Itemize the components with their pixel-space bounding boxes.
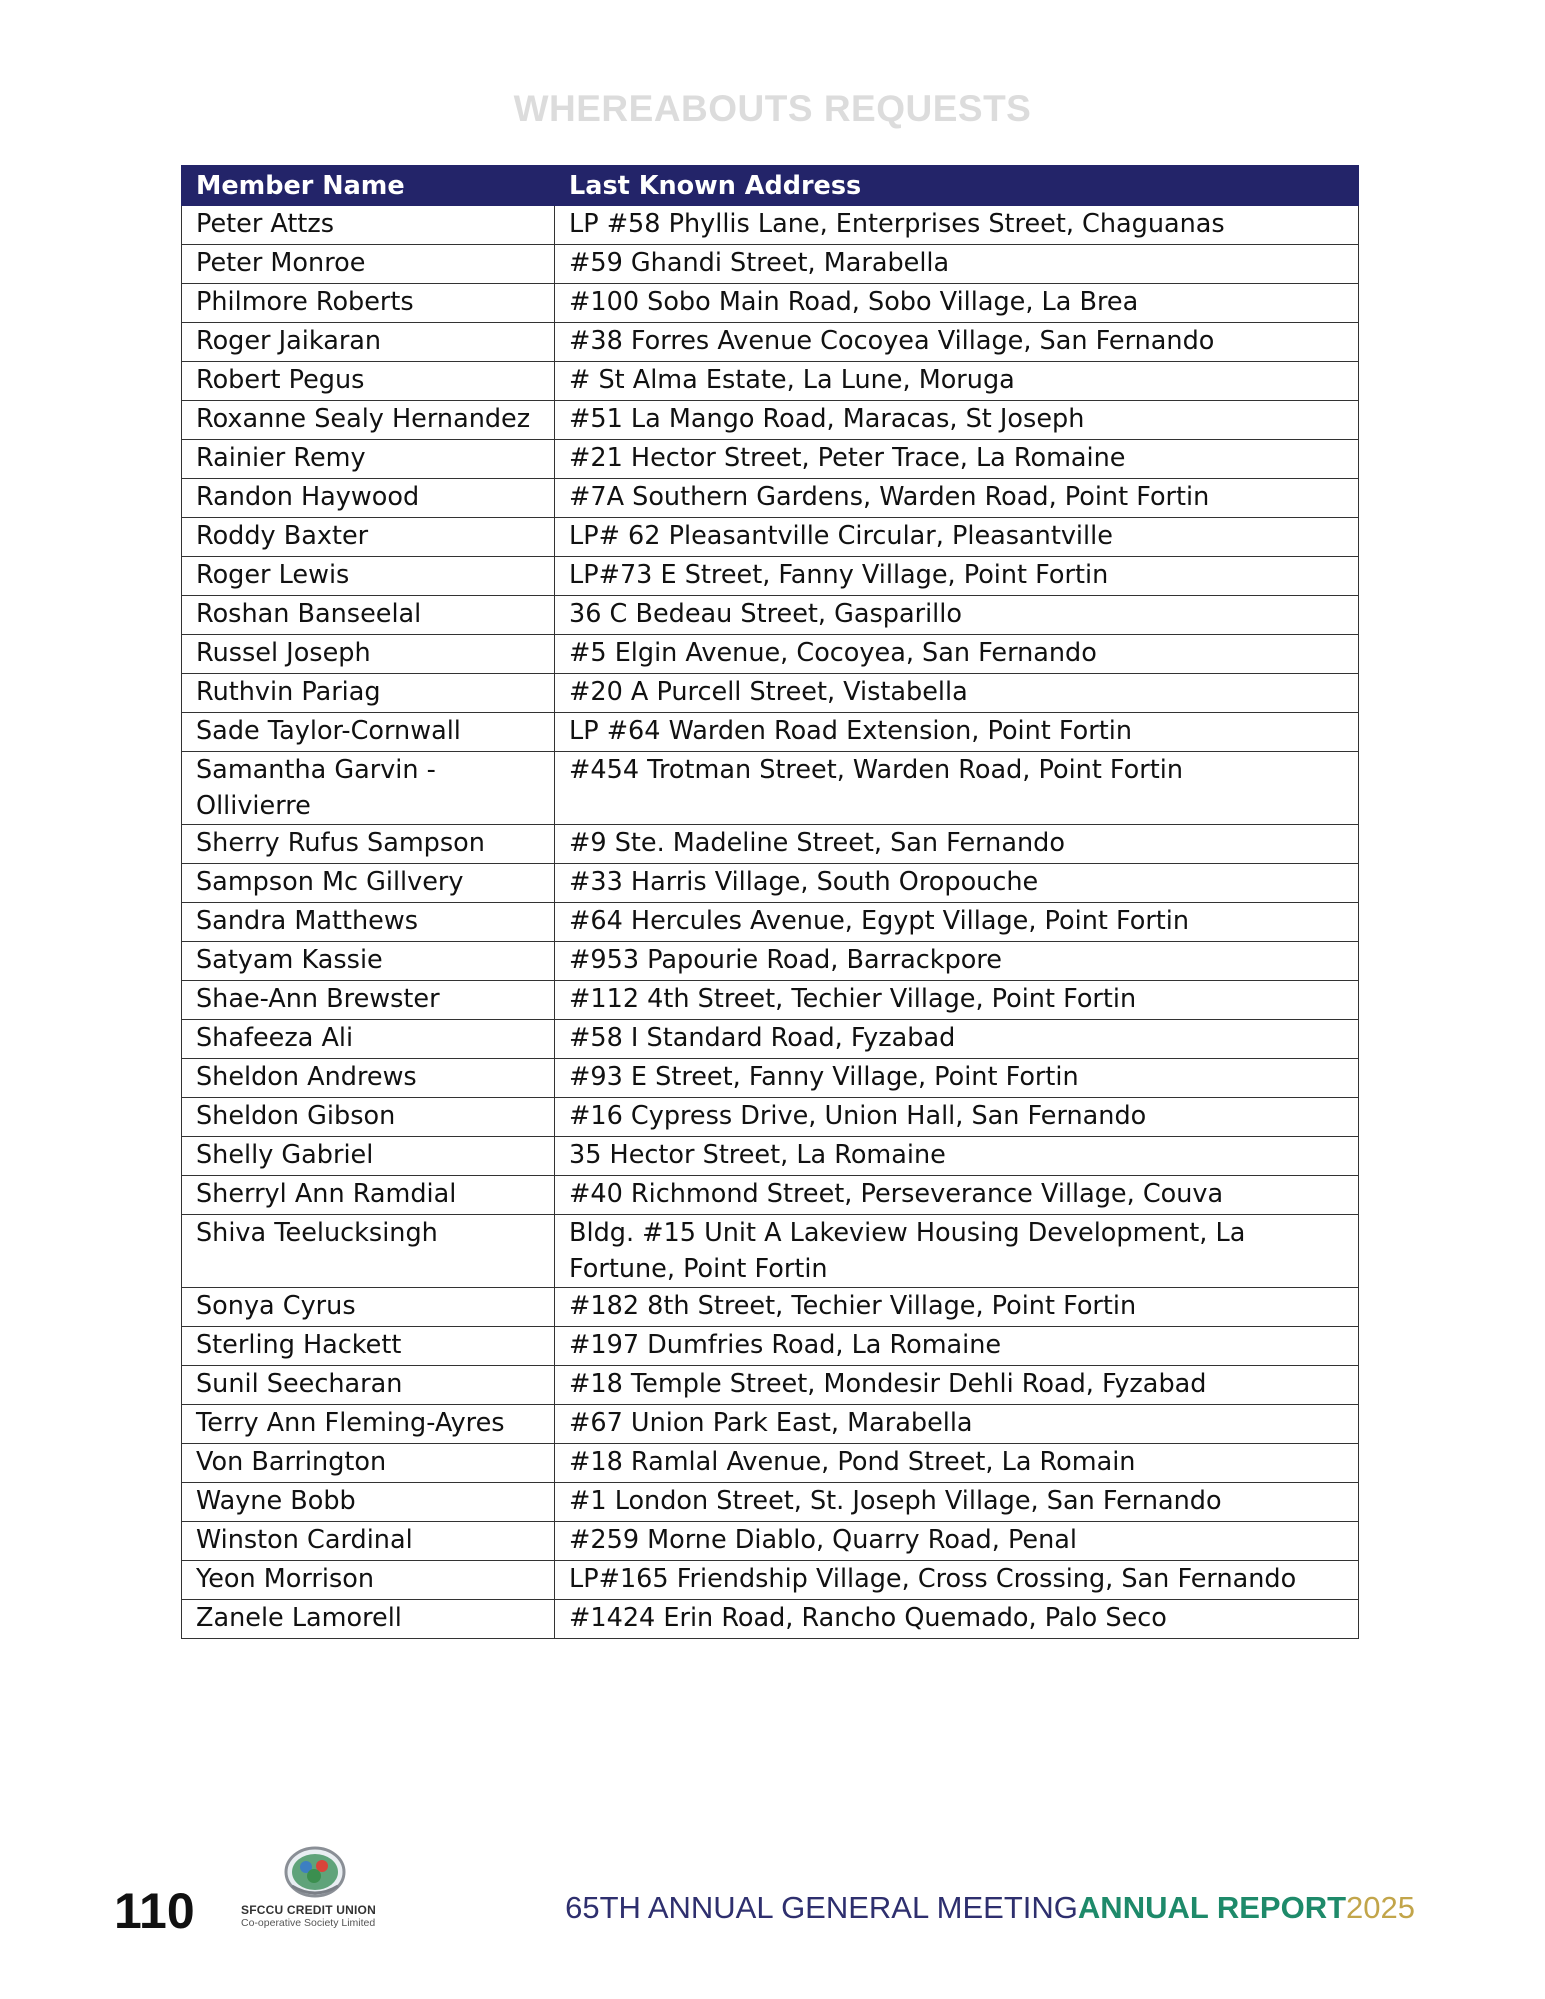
last-known-address-cell: LP# 62 Pleasantville Circular, Pleasantville bbox=[555, 518, 1359, 557]
table-row bbox=[182, 401, 1359, 440]
last-known-address-cell: #67 Union Park East, Marabella bbox=[555, 1405, 1359, 1444]
member-name-cell: Shiva Teelucksingh bbox=[182, 1215, 555, 1288]
last-known-address-cell: #1424 Erin Road, Rancho Quemado, Palo Seco bbox=[555, 1600, 1359, 1639]
table-row bbox=[182, 942, 1359, 981]
last-known-address-cell: #38 Forres Avenue Cocoyea Village, San Fernando bbox=[555, 323, 1359, 362]
last-known-address-cell: #259 Morne Diablo, Quarry Road, Penal bbox=[555, 1522, 1359, 1561]
member-name-cell: Sonya Cyrus bbox=[182, 1288, 555, 1327]
member-name-cell: Ruthvin Pariag bbox=[182, 674, 555, 713]
member-name-cell: Russel Joseph bbox=[182, 635, 555, 674]
last-known-address-cell: LP #64 Warden Road Extension, Point Fortin bbox=[555, 713, 1359, 752]
last-known-address-cell: #51 La Mango Road, Maracas, St Joseph bbox=[555, 401, 1359, 440]
last-known-address-cell: 35 Hector Street, La Romaine bbox=[555, 1137, 1359, 1176]
last-known-address-cell: #100 Sobo Main Road, Sobo Village, La Brea bbox=[555, 284, 1359, 323]
footer-report-title bbox=[565, 1890, 1415, 1926]
member-name-cell: Roshan Banseelal bbox=[182, 596, 555, 635]
table-row bbox=[182, 635, 1359, 674]
table-row bbox=[182, 1020, 1359, 1059]
table-row bbox=[182, 1176, 1359, 1215]
member-name-cell: Rainier Remy bbox=[182, 440, 555, 479]
last-known-address-cell: LP#165 Friendship Village, Cross Crossing, San Fernando bbox=[555, 1561, 1359, 1600]
member-name-cell: Yeon Morrison bbox=[182, 1561, 555, 1600]
table-row bbox=[182, 1561, 1359, 1600]
table-row bbox=[182, 284, 1359, 323]
table-row bbox=[182, 245, 1359, 284]
member-name-cell: Terry Ann Fleming-Ayres bbox=[182, 1405, 555, 1444]
column-header-member-name: Member Name bbox=[182, 166, 555, 206]
last-known-address-cell: #64 Hercules Avenue, Egypt Village, Point Fortin bbox=[555, 903, 1359, 942]
table-row bbox=[182, 362, 1359, 401]
last-known-address-cell: 36 C Bedeau Street, Gasparillo bbox=[555, 596, 1359, 635]
last-known-address-cell: # St Alma Estate, La Lune, Moruga bbox=[555, 362, 1359, 401]
table-row bbox=[182, 1288, 1359, 1327]
table-row bbox=[182, 713, 1359, 752]
table-row bbox=[182, 479, 1359, 518]
whereabouts-table bbox=[181, 165, 1359, 1639]
member-name-cell: Sheldon Andrews bbox=[182, 1059, 555, 1098]
last-known-address-cell: #112 4th Street, Techier Village, Point Fortin bbox=[555, 981, 1359, 1020]
table-row bbox=[182, 825, 1359, 864]
table-row bbox=[182, 1366, 1359, 1405]
last-known-address-cell: #953 Papourie Road, Barrackpore bbox=[555, 942, 1359, 981]
member-name-cell: Sherry Rufus Sampson bbox=[182, 825, 555, 864]
table-row bbox=[182, 864, 1359, 903]
table-row bbox=[182, 1405, 1359, 1444]
table-row bbox=[182, 1215, 1359, 1288]
last-known-address-cell: #59 Ghandi Street, Marabella bbox=[555, 245, 1359, 284]
table-row bbox=[182, 1600, 1359, 1639]
member-name-cell: Peter Monroe bbox=[182, 245, 555, 284]
member-name-cell: Winston Cardinal bbox=[182, 1522, 555, 1561]
table-body bbox=[182, 206, 1359, 1639]
table-row bbox=[182, 518, 1359, 557]
last-known-address-cell: LP#73 E Street, Fanny Village, Point Fortin bbox=[555, 557, 1359, 596]
last-known-address-cell: #197 Dumfries Road, La Romaine bbox=[555, 1327, 1359, 1366]
member-name-cell: Sampson Mc Gillvery bbox=[182, 864, 555, 903]
member-name-cell: Peter Attzs bbox=[182, 206, 555, 245]
member-name-cell: Sade Taylor-Cornwall bbox=[182, 713, 555, 752]
member-name-cell: Robert Pegus bbox=[182, 362, 555, 401]
member-name-cell: Sheldon Gibson bbox=[182, 1098, 555, 1137]
table-row bbox=[182, 752, 1359, 825]
member-name-cell: Sunil Seecharan bbox=[182, 1366, 555, 1405]
logo-subtitle: Co-operative Society Limited bbox=[241, 1917, 376, 1929]
last-known-address-cell: #1 London Street, St. Joseph Village, San Fernando bbox=[555, 1483, 1359, 1522]
table-row bbox=[182, 206, 1359, 245]
member-name-cell: Shae-Ann Brewster bbox=[182, 981, 555, 1020]
table-row bbox=[182, 557, 1359, 596]
member-name-cell: Satyam Kassie bbox=[182, 942, 555, 981]
last-known-address-cell: #93 E Street, Fanny Village, Point Fortin bbox=[555, 1059, 1359, 1098]
page-number: 110 bbox=[114, 1883, 195, 1939]
last-known-address-cell: #58 I Standard Road, Fyzabad bbox=[555, 1020, 1359, 1059]
table-row bbox=[182, 1098, 1359, 1137]
member-name-cell: Randon Haywood bbox=[182, 479, 555, 518]
table-row bbox=[182, 323, 1359, 362]
table-row bbox=[182, 674, 1359, 713]
footer-year-text: 2025 bbox=[1346, 1890, 1415, 1925]
last-known-address-cell: #182 8th Street, Techier Village, Point Fortin bbox=[555, 1288, 1359, 1327]
whereabouts-table-container bbox=[181, 165, 1358, 1639]
last-known-address-cell: Bldg. #15 Unit A Lakeview Housing Development, La Fortune, Point Fortin bbox=[555, 1215, 1359, 1288]
last-known-address-cell: #5 Elgin Avenue, Cocoyea, San Fernando bbox=[555, 635, 1359, 674]
last-known-address-cell: #18 Ramlal Avenue, Pond Street, La Romain bbox=[555, 1444, 1359, 1483]
table-row bbox=[182, 1059, 1359, 1098]
table-header-row bbox=[182, 166, 1359, 206]
table-row bbox=[182, 1444, 1359, 1483]
last-known-address-cell: #40 Richmond Street, Perseverance Village, Couva bbox=[555, 1176, 1359, 1215]
column-header-last-known-address: Last Known Address bbox=[555, 166, 1359, 206]
footer-meeting-text: 65TH ANNUAL GENERAL MEETING bbox=[565, 1890, 1078, 1925]
member-name-cell: Shafeeza Ali bbox=[182, 1020, 555, 1059]
member-name-cell: Zanele Lamorell bbox=[182, 1600, 555, 1639]
member-name-cell: Sherryl Ann Ramdial bbox=[182, 1176, 555, 1215]
last-known-address-cell: #18 Temple Street, Mondesir Dehli Road, Fyzabad bbox=[555, 1366, 1359, 1405]
table-row bbox=[182, 1522, 1359, 1561]
member-name-cell: Roddy Baxter bbox=[182, 518, 555, 557]
member-name-cell: Roger Jaikaran bbox=[182, 323, 555, 362]
last-known-address-cell: #7A Southern Gardens, Warden Road, Point Fortin bbox=[555, 479, 1359, 518]
last-known-address-cell: #20 A Purcell Street, Vistabella bbox=[555, 674, 1359, 713]
member-name-cell: Sandra Matthews bbox=[182, 903, 555, 942]
member-name-cell: Roxanne Sealy Hernandez bbox=[182, 401, 555, 440]
footer-annual-report-text: ANNUAL REPORT bbox=[1077, 1890, 1347, 1925]
table-row bbox=[182, 440, 1359, 479]
member-name-cell: Roger Lewis bbox=[182, 557, 555, 596]
page-title: WHEREABOUTS REQUESTS bbox=[513, 88, 1032, 129]
table-row bbox=[182, 1327, 1359, 1366]
table-row bbox=[182, 1483, 1359, 1522]
table-row bbox=[182, 1137, 1359, 1176]
last-known-address-cell: #16 Cypress Drive, Union Hall, San Fernando bbox=[555, 1098, 1359, 1137]
table-row bbox=[182, 981, 1359, 1020]
member-name-cell: Philmore Roberts bbox=[182, 284, 555, 323]
last-known-address-cell: #21 Hector Street, Peter Trace, La Romaine bbox=[555, 440, 1359, 479]
table-row bbox=[182, 596, 1359, 635]
logo-name: SFCCU CREDIT UNION bbox=[241, 1903, 376, 1917]
last-known-address-cell: #33 Harris Village, South Oropouche bbox=[555, 864, 1359, 903]
member-name-cell: Von Barrington bbox=[182, 1444, 555, 1483]
last-known-address-cell: LP #58 Phyllis Lane, Enterprises Street, Chaguanas bbox=[555, 206, 1359, 245]
member-name-cell: Samantha Garvin - Ollivierre bbox=[182, 752, 555, 825]
last-known-address-cell: #9 Ste. Madeline Street, San Fernando bbox=[555, 825, 1359, 864]
table-row bbox=[182, 903, 1359, 942]
last-known-address-cell: #454 Trotman Street, Warden Road, Point Fortin bbox=[555, 752, 1359, 825]
member-name-cell: Shelly Gabriel bbox=[182, 1137, 555, 1176]
member-name-cell: Sterling Hackett bbox=[182, 1327, 555, 1366]
member-name-cell: Wayne Bobb bbox=[182, 1483, 555, 1522]
